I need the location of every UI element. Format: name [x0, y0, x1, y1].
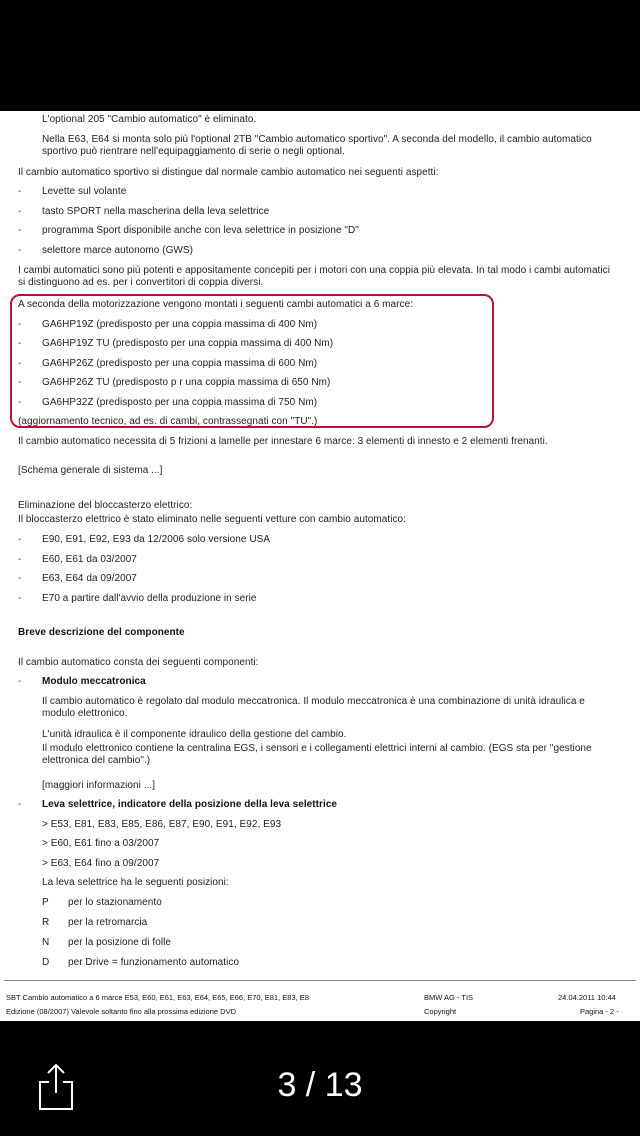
lever-model: > E63, E64 fino a 09/2007 — [42, 858, 160, 869]
lock-item: E63, E64 da 09/2007 — [42, 573, 137, 584]
bullet-dash: - — [18, 338, 22, 349]
gearbox-item: GA6HP26Z TU (predisposto p r una coppia massima di 650 Nm) — [42, 377, 331, 388]
gearbox-item: GA6HP19Z (predisposto per una coppia massima di 400 Nm) — [42, 319, 318, 330]
footer-page-number: Pagina - 2 - — [580, 1007, 619, 1016]
bullet-dash: - — [18, 676, 22, 687]
lock-item: E70 a partire dall'avvio della produzione in serie — [42, 593, 257, 604]
footer-edition: Edizione (08/2007) Valevole soltanto fino alla prossima edizione DVD — [6, 1007, 236, 1016]
bullet-dash: - — [18, 397, 22, 408]
position-desc: per la retromarcia — [68, 917, 148, 928]
tu-note: (aggiornamento tecnico, ad es. di cambi, contrassegnati con "TU".) — [18, 416, 318, 427]
position-desc: per la posizione di folle — [68, 937, 171, 948]
sport-item: tasto SPORT nella mascherina della leva selettrice — [42, 206, 270, 217]
intro-optional: L'optional 205 "Cambio automatico" è eliminato. — [42, 114, 257, 125]
bullet-dash: - — [18, 245, 22, 256]
positions-intro: La leva selettrice ha le seguenti posizioni: — [42, 877, 229, 888]
bottom-toolbar — [0, 1021, 640, 1136]
position-key: N — [42, 937, 50, 948]
component-intro: Il cambio automatico consta dei seguenti componenti: — [18, 657, 259, 668]
lock-item: E90, E91, E92, E93 da 12/2006 solo versione USA — [42, 534, 271, 545]
lever-model: > E53, E81, E83, E85, E86, E87, E90, E91, E92, E93 — [42, 819, 282, 830]
sport-item: programma Sport disponibile anche con leva selettrice in posizione "D" — [42, 225, 359, 236]
gearbox-item: GA6HP26Z (predisposto per una coppia massima di 600 Nm) — [42, 358, 318, 369]
power-text: I cambi automatici sono più potenti e appositamente concepiti per i motori con una coppia più elevata. In tal modo i cambi automatici si distinguono ad es. per i convertitori di coppia diversi. — [18, 265, 610, 288]
lever-model: > E60, E61 fino a 03/2007 — [42, 838, 160, 849]
bullet-dash: - — [18, 206, 22, 217]
bullet-dash: - — [18, 377, 22, 388]
top-bar — [0, 0, 640, 111]
clutch-text: Il cambio automatico necessita di 5 frizioni a lamelle per innestare 6 marce: 3 elementi di innesto e 2 elementi frenanti. — [18, 436, 548, 447]
lock-intro: Il bloccasterzo elettrico è stato eliminato nelle seguenti vetture con cambio automatico: — [18, 514, 406, 525]
position-key: R — [42, 917, 50, 928]
sport-item: selettore marce autonomo (GWS) — [42, 245, 193, 256]
module-title: Modulo meccatronica — [42, 676, 146, 687]
lever-title: Leva selettrice, indicatore della posizione della leva selettrice — [42, 799, 338, 810]
sport-intro: Il cambio automatico sportivo si distingue dal normale cambio automatico nei seguenti aspetti: — [18, 167, 439, 178]
bullet-dash: - — [18, 225, 22, 236]
position-key: P — [42, 897, 49, 908]
motor-intro: A seconda della motorizzazione vengono montati i seguenti cambi automatici a 6 marce: — [18, 299, 414, 310]
bullet-dash: - — [18, 554, 22, 565]
position-desc: per Drive = funzionamento automatico — [68, 957, 240, 968]
page-indicator: 3 / 13 — [277, 1066, 363, 1104]
more-info-link[interactable]: [maggiori informazioni ...] — [42, 780, 156, 791]
component-heading: Breve descrizione del componente — [18, 627, 185, 638]
footer-publisher: BMW AG - TIS — [424, 993, 474, 1002]
footer-divider — [4, 980, 636, 981]
lock-item: E60, E61 da 03/2007 — [42, 554, 137, 565]
bullet-dash: - — [18, 534, 22, 545]
bullet-dash: - — [18, 319, 22, 330]
lock-title: Eliminazione del bloccasterzo elettrico: — [18, 500, 193, 511]
intro-e63: Nella E63, E64 si monta solo più l'optional 2TB "Cambio automatico sportivo". A seconda del modello, il cambio automatico sportivo può rientrare nell'equipaggiamento di serie o negli optional. — [42, 134, 592, 157]
gearbox-item: GA6HP19Z TU (predisposto per una coppia massima di 400 Nm) — [42, 338, 334, 349]
position-desc: per lo stazionamento — [68, 897, 162, 908]
bullet-dash: - — [18, 573, 22, 584]
bullet-dash: - — [18, 358, 22, 369]
bullet-dash: - — [18, 799, 22, 810]
footer-copyright: Copyright — [424, 1007, 457, 1016]
sport-item: Levette sul volante — [42, 186, 127, 197]
footer-doc-title: SBT Cambio automatico a 6 marce E53, E60, E61, E63, E64, E65, E66, E70, E81, E83, E8 — [6, 993, 309, 1002]
schema-link[interactable]: [Schema generale di sistema ...] — [18, 465, 163, 476]
module-text-1: Il cambio automatico è regolato dal modulo meccatronica. Il modulo meccatronica è una combinazione di unità idraulica e modulo elettronico. — [42, 696, 585, 719]
module-text-2: L'unità idraulica è il componente idraulico della gestione del cambio. — [42, 729, 347, 740]
bullet-dash: - — [18, 593, 22, 604]
bullet-dash: - — [18, 186, 22, 197]
document-page[interactable] — [0, 111, 640, 1021]
module-text-3: Il modulo elettronico contiene la centralina EGS, i sensori e i collegamenti elettrici interni al cambio. (EGS sta per "gestione elettronica del cambio".) — [42, 743, 592, 766]
footer-datetime: 24.04.2011 10:44 — [558, 993, 616, 1002]
position-key: D — [42, 957, 50, 968]
gearbox-item: GA6HP32Z (predisposto per una coppia massima di 750 Nm) — [42, 397, 318, 408]
